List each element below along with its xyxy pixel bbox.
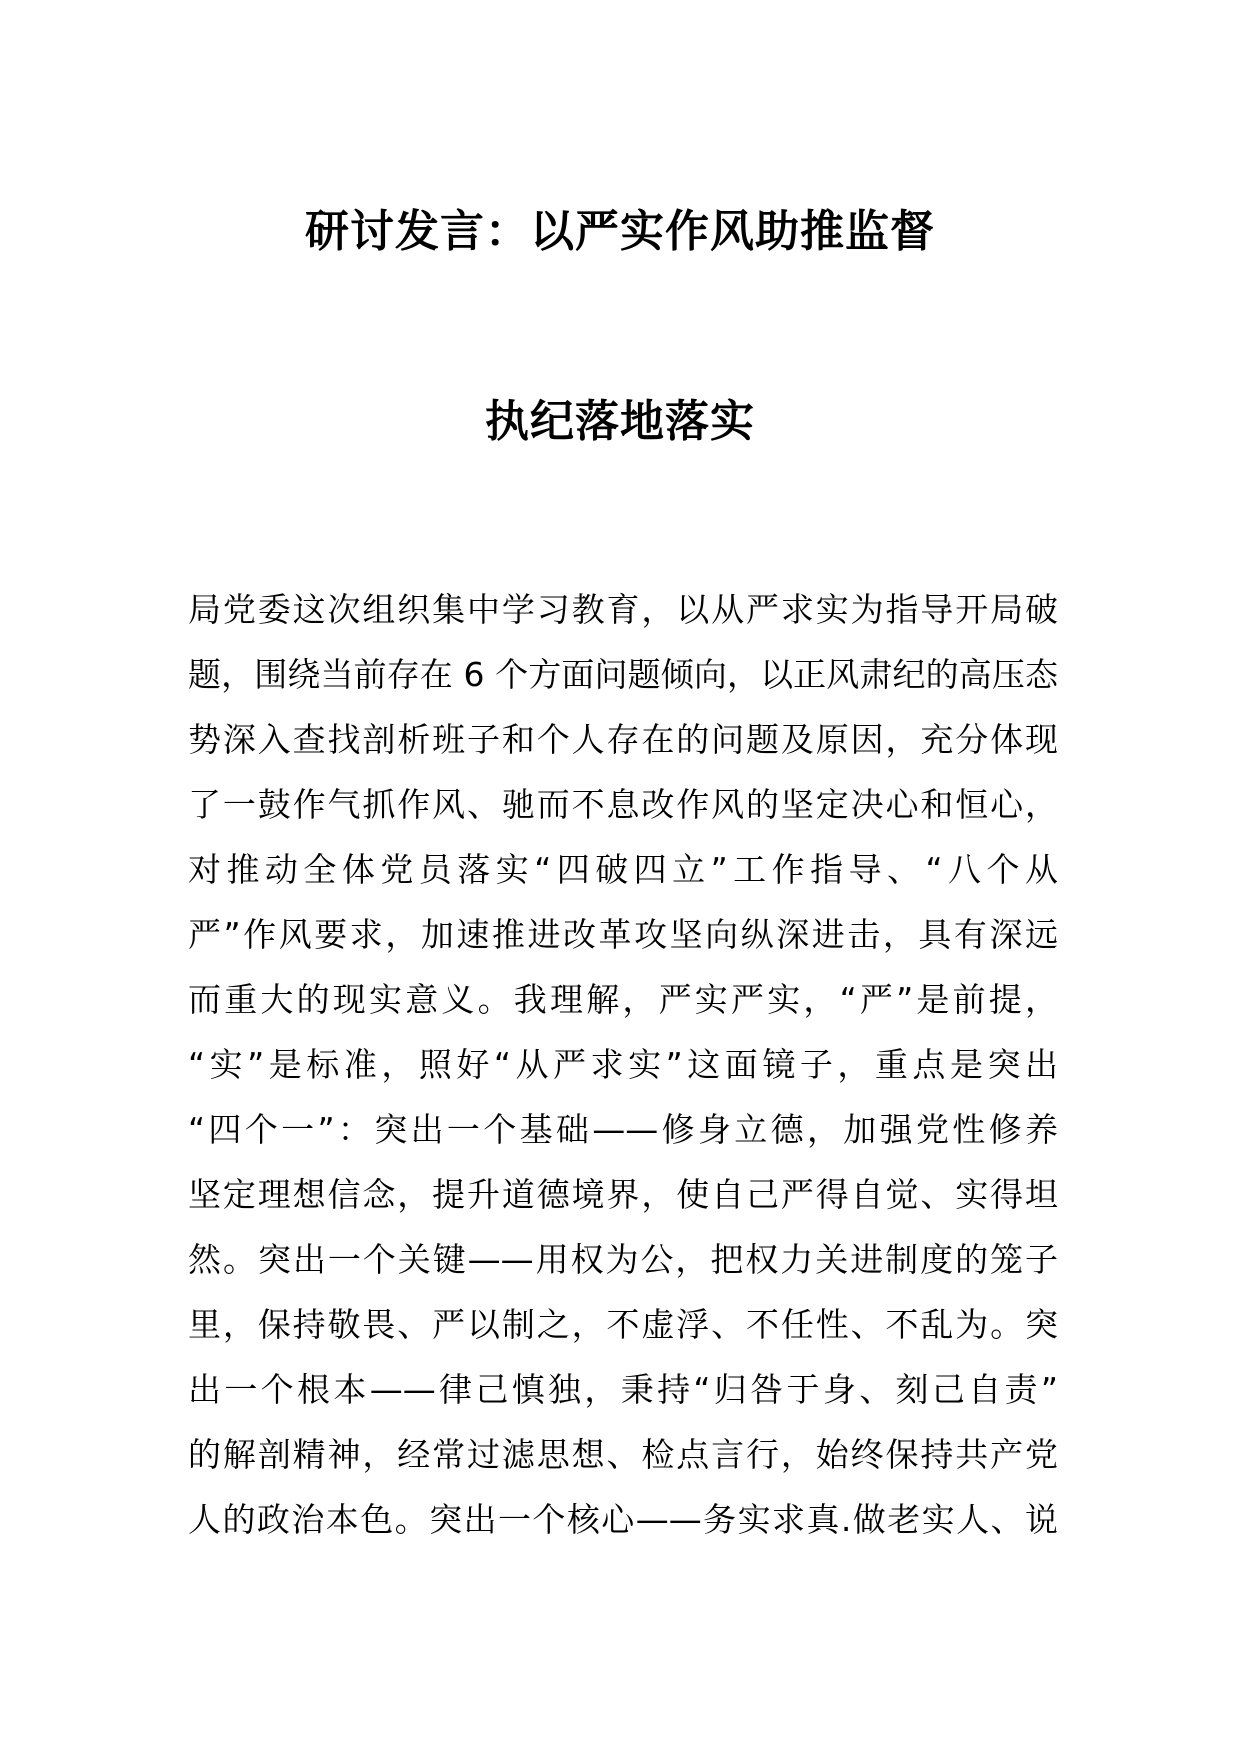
body-line: 严”作风要求，加速推进改革攻坚向纵深进击，具有深远 [188, 915, 1058, 954]
body-line: 而重大的现实意义。我理解，严实严实，“严”是前提， [188, 980, 1058, 1019]
body-line: 坚定理想信念，提升道德境界，使自己严得自觉、实得坦 [188, 1175, 1058, 1214]
body-line: “实”是标准，照好“从严求实”这面镜子，重点是突出 [188, 1045, 1058, 1084]
body-line: 出一个根本——律己慎独，秉持“归咎于身、刻己自责” [188, 1370, 1058, 1409]
body-line: 局党委这次组织集中学习教育，以从严求实为指导开局破 [188, 590, 1058, 629]
body-line: 的解剖精神，经常过滤思想、检点言行，始终保持共产党 [188, 1435, 1058, 1474]
body-line: 里，保持敬畏、严以制之，不虚浮、不任性、不乱为。突 [188, 1305, 1058, 1344]
document-title-line-1: 研讨发言：以严实作风助推监督 [305, 206, 935, 257]
body-line: 人的政治本色。突出一个核心——务实求真.做老实人、说 [188, 1500, 1058, 1539]
body-line: “四个一”：突出一个基础——修身立德，加强党性修养 [188, 1110, 1058, 1149]
body-line: 然。突出一个关键——用权为公，把权力关进制度的笼子 [188, 1240, 1058, 1279]
body-line: 对推动全体党员落实“四破四立”工作指导、“八个从 [188, 850, 1058, 889]
body-line: 题，围绕当前存在 6 个方面问题倾向，以正风肃纪的高压态 [188, 655, 1058, 694]
body-paragraph [188, 577, 1058, 1552]
body-line: 势深入查找剖析班子和个人存在的问题及原因，充分体现 [188, 720, 1058, 759]
body-line: 了一鼓作气抓作风、驰而不息改作风的坚定决心和恒心， [188, 785, 1058, 824]
document-title-line-2: 执纪落地落实 [485, 396, 755, 447]
